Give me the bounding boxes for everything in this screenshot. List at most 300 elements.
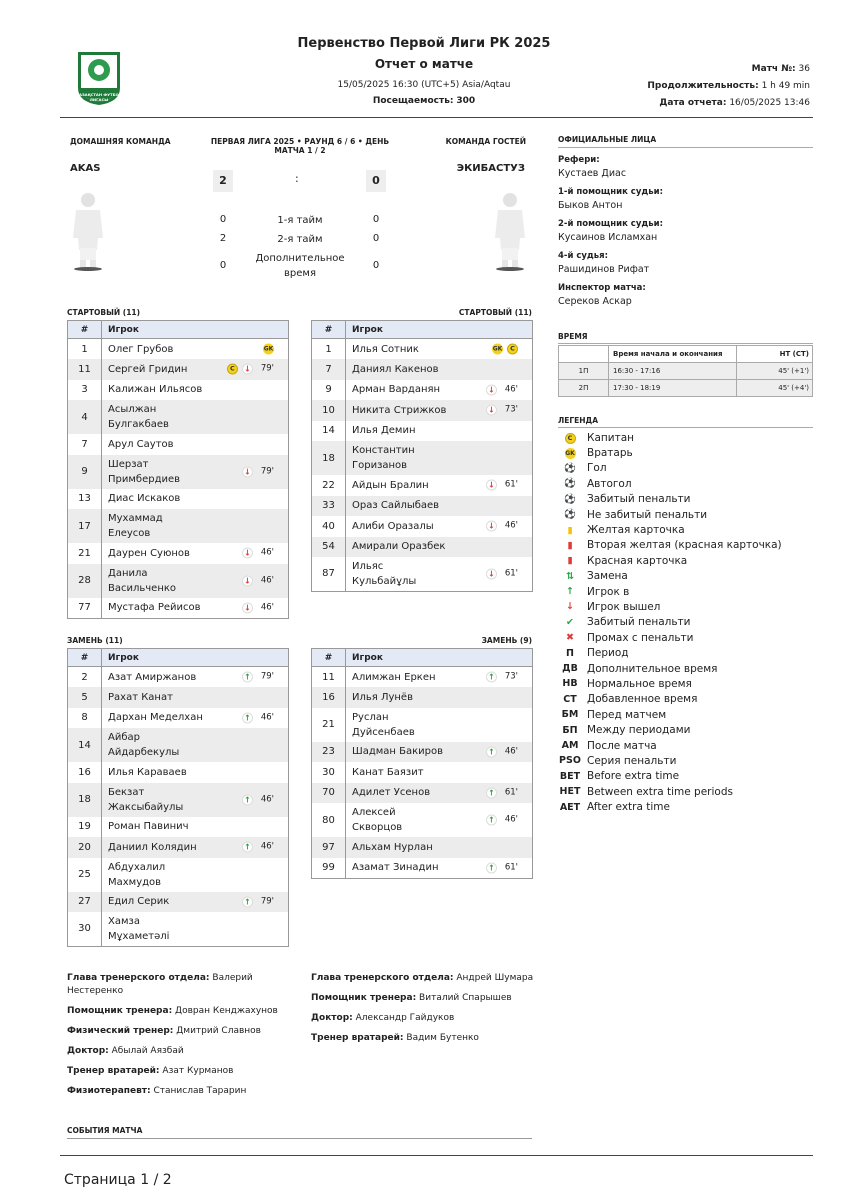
- staff-role: Тренер вратарей:: [311, 1033, 404, 1043]
- legend-item: [559, 784, 814, 799]
- legend-abbreviation: БМ: [561, 709, 579, 721]
- col-number: #: [68, 321, 102, 339]
- staff-name: Валерий Нестеренко: [67, 973, 253, 996]
- staff-role: Тренер вратарей:: [67, 1066, 160, 1076]
- period1-label: 1-я тайм: [277, 215, 323, 226]
- staff-role: Физиотерапевт:: [67, 1086, 151, 1096]
- legend-text: Игрок в: [587, 585, 630, 598]
- player-row: [68, 837, 289, 858]
- away-period1-score: 0: [372, 214, 380, 225]
- player-event-marks: [242, 894, 274, 909]
- player-row: [68, 858, 289, 892]
- home-period2-score: 2: [219, 233, 227, 244]
- player-number: 2: [68, 667, 102, 688]
- player-row: [68, 598, 289, 619]
- official-name: Рашидинов Рифат: [558, 264, 650, 275]
- legend-text: Желтая карточка: [587, 524, 685, 537]
- player-number: 11: [312, 667, 346, 688]
- player-name: Алиби Оразалы: [352, 520, 434, 532]
- player-name: Даниял Какенов: [352, 363, 439, 375]
- event-minute: 46': [260, 712, 274, 723]
- legend-abbreviation: HET: [559, 786, 581, 798]
- staff-role: Физический тренер:: [67, 1026, 174, 1036]
- player-row: [312, 421, 533, 442]
- player-event-marks: [263, 344, 274, 355]
- legend-abbreviation: СТ: [563, 693, 577, 705]
- event-minute: 46': [504, 520, 518, 531]
- player-number: 14: [312, 421, 346, 442]
- legend-text: Игрок вышел: [587, 600, 661, 613]
- player-out-icon: ↓: [486, 405, 497, 416]
- legend-text: Не забитый пенальти: [587, 508, 708, 521]
- player-event-marks: [486, 566, 518, 581]
- staff-entry: [67, 1025, 282, 1038]
- legend-item: [559, 492, 814, 507]
- legend-abbreviation: АМ: [561, 740, 579, 751]
- legend-text: After extra time: [587, 801, 670, 814]
- player-event-marks: [486, 382, 518, 397]
- player-name: Данила Васильченко: [108, 567, 177, 594]
- player-name: Адилет Усенов: [352, 787, 431, 799]
- legend-item: [559, 507, 814, 522]
- player-name: Алексей Скворцов: [352, 807, 403, 833]
- home-subs-table: [67, 648, 289, 947]
- col-player: Игрок: [102, 321, 289, 339]
- player-row: [312, 687, 533, 708]
- player-row: [68, 359, 289, 380]
- player-row: [68, 509, 289, 543]
- legend-item: [559, 722, 814, 737]
- event-minute: 46': [504, 814, 518, 825]
- home-team-name: AKAS: [70, 163, 101, 174]
- player-name: Константин Горизанов: [352, 445, 415, 471]
- player-out-icon: ↓: [242, 466, 253, 477]
- official-role: 4-й судья:: [558, 251, 609, 261]
- player-name: Азат Амиржанов: [108, 671, 197, 683]
- player-row: [68, 728, 289, 762]
- captain-icon: [559, 432, 581, 444]
- event-minute: 61': [504, 787, 518, 798]
- player-row: [68, 380, 289, 401]
- player-number: 8: [68, 708, 102, 729]
- player-row: [312, 496, 533, 517]
- player-number: 22: [312, 475, 346, 496]
- player-name: Калижан Ильясов: [108, 384, 203, 396]
- player-name: Даниил Колядин: [108, 841, 197, 853]
- player-in-icon: ↑: [486, 862, 497, 873]
- player-row: [68, 783, 289, 817]
- legend-item: [559, 799, 814, 814]
- official-name: Сереков Аскар: [558, 296, 632, 307]
- player-event-marks: [242, 710, 274, 725]
- legend-item: [559, 461, 814, 476]
- player-number: 3: [68, 380, 102, 401]
- match-datetime: 15/05/2025 16:30 (UTC+5) Asia/Aqtau: [337, 80, 511, 90]
- goalkeeper-icon: [559, 447, 581, 459]
- legend-text: Период: [587, 647, 629, 660]
- staff-name: Довран Кенджахунов: [175, 1006, 278, 1016]
- player-number: 11: [68, 359, 102, 380]
- player-number: 16: [312, 687, 346, 708]
- player-event-marks: [242, 573, 274, 588]
- player-row: [312, 557, 533, 591]
- away-starting-table: [311, 320, 533, 592]
- player-row: [312, 858, 533, 879]
- event-minute: 61': [504, 479, 518, 490]
- legend-text: Перед матчем: [587, 708, 667, 721]
- staff-entry: [67, 972, 282, 998]
- home-period1-score: 0: [219, 214, 227, 225]
- player-row: [68, 400, 289, 434]
- officials-divider: [558, 147, 813, 148]
- player-name: Ильяс Кульбайұлы: [352, 560, 417, 587]
- player-name: Хамза Мұхаметәлі: [108, 915, 170, 942]
- player-row: [68, 455, 289, 489]
- player-number: 25: [68, 858, 102, 892]
- legend-text: Вторая желтая (красная карточка): [587, 539, 782, 552]
- player-event-marks: [242, 670, 274, 685]
- player-number: 99: [312, 858, 346, 879]
- time-period: 2П: [559, 380, 609, 397]
- player-number: 18: [312, 441, 346, 475]
- player-event-marks: [486, 519, 518, 534]
- legend-abbreviation: НВ: [562, 678, 578, 690]
- time-col-ht: НТ (СТ): [737, 346, 813, 363]
- captain-icon: C: [227, 364, 238, 375]
- away-subs-table: [311, 648, 533, 879]
- extra-time-label: Дополнительное время: [255, 253, 345, 279]
- staff-entry: [311, 972, 541, 985]
- player-number: 21: [68, 543, 102, 564]
- player-out-icon: ↓: [566, 601, 574, 613]
- player-in-icon: ↑: [242, 712, 253, 723]
- legend-item: [559, 584, 814, 599]
- staff-name: Андрей Шумара: [456, 973, 534, 983]
- player-in-icon: ↑: [486, 746, 497, 757]
- player-row: [312, 742, 533, 763]
- player-row: [68, 667, 289, 688]
- match-number: Матч №: 36: [751, 64, 810, 74]
- goalkeeper-dot: GK: [565, 450, 575, 458]
- legend-item: [559, 769, 814, 784]
- player-name: Диас Искаков: [108, 493, 181, 505]
- time-col-range: Время начала и окончания: [609, 346, 737, 363]
- report-date: Дата отчета: 16/05/2025 13:46: [659, 98, 810, 108]
- player-row: [312, 803, 533, 837]
- score-separator: :: [295, 172, 299, 185]
- player-event-marks: [242, 464, 274, 479]
- player-in-icon: ↑: [486, 672, 497, 683]
- player-in-icon: ↑: [242, 672, 253, 683]
- player-number: 21: [312, 708, 346, 742]
- event-minute: 46': [504, 384, 518, 395]
- player-name: Ораз Сайлыбаев: [352, 500, 440, 512]
- home-subs-title: ЗАМЕНЬ (11): [67, 636, 123, 645]
- legend-item: [559, 615, 814, 630]
- legend-text: Серия пенальти: [587, 754, 677, 767]
- official-role: 1-й помощник судьи:: [558, 187, 663, 197]
- player-number: 30: [312, 762, 346, 783]
- player-name: Алимжан Еркен: [352, 671, 436, 683]
- legend-abbreviation: PSO: [559, 755, 581, 767]
- col-player: Игрок: [346, 649, 533, 667]
- col-player: Игрок: [346, 321, 533, 339]
- player-event-marks: [486, 478, 518, 493]
- legend-item: [559, 569, 814, 584]
- period2-label: 2-я тайм: [277, 234, 323, 245]
- player-out-icon: ↓: [486, 384, 497, 395]
- penalty-scored-icon: ⚽: [564, 493, 576, 505]
- event-minute: 46': [260, 547, 274, 558]
- attendance: Посещаемость: 300: [372, 96, 476, 106]
- event-minute: 79': [260, 466, 274, 476]
- player-name: Рахат Канат: [108, 691, 173, 703]
- home-starting-table: [67, 320, 289, 619]
- yellow-card-icon: ▮: [567, 524, 573, 536]
- player-name: Бекзат Жаксыбайулы: [108, 786, 184, 813]
- own-goal-icon: ⚽: [564, 478, 576, 490]
- col-number: #: [68, 649, 102, 667]
- legend-text: Красная карточка: [587, 554, 688, 567]
- player-number: 30: [68, 912, 102, 946]
- legend-text: Забитый пенальти: [587, 493, 691, 506]
- goalkeeper-icon: GK: [492, 345, 503, 353]
- player-row: [68, 687, 289, 708]
- player-row: [312, 475, 533, 496]
- player-out-icon: ↓: [486, 480, 497, 491]
- home-score: 2: [213, 170, 233, 192]
- officials-list: [558, 155, 813, 315]
- event-minute: 79': [260, 671, 274, 682]
- player-name: Илья Лунёв: [352, 691, 413, 703]
- player-number: 87: [312, 557, 346, 591]
- official-name: Кустаев Диас: [558, 168, 627, 179]
- time-period: 1П: [559, 363, 609, 380]
- staff-role: Помощник тренера:: [67, 1006, 173, 1016]
- event-minute: 73': [504, 671, 518, 682]
- player-table: [311, 648, 533, 879]
- player-name: Асылжан Булгакбаев: [108, 404, 169, 430]
- legend-text: После матча: [587, 739, 657, 752]
- player-row: [68, 912, 289, 946]
- player-name: Никита Стрижков: [352, 404, 447, 416]
- player-row: [312, 516, 533, 537]
- player-table: [67, 648, 289, 947]
- player-number: 4: [68, 400, 102, 434]
- legend-text: Гол: [587, 462, 607, 475]
- player-name: Шерзат Примбердиев: [108, 458, 181, 485]
- player-row: [312, 708, 533, 742]
- player-name: Дархан Меделхан: [108, 712, 203, 724]
- player-name: Шадман Бакиров: [352, 746, 444, 758]
- official-role: 2-й помощник судьи:: [558, 219, 663, 229]
- player-in-icon: ↑: [486, 815, 497, 826]
- staff-name: Александр Гайдуков: [355, 1013, 455, 1023]
- header-divider: [60, 117, 813, 118]
- player-number: 16: [68, 762, 102, 783]
- legend-item: [559, 430, 814, 445]
- event-minute: 46': [504, 746, 518, 757]
- goalkeeper-icon: GK: [263, 345, 274, 353]
- event-minute: 61': [504, 568, 518, 579]
- player-table: [67, 320, 289, 619]
- player-event-marks: [242, 792, 274, 807]
- legend-item: [559, 630, 814, 645]
- player-table: [311, 320, 533, 592]
- player-number: 5: [68, 687, 102, 708]
- player-number: 80: [312, 803, 346, 837]
- col-player: Игрок: [102, 649, 289, 667]
- legend-text: Between extra time periods: [587, 785, 733, 798]
- player-event-marks: [242, 546, 274, 561]
- player-row: [68, 543, 289, 564]
- report-title: Первенство Первой Лиги РК 2025: [297, 36, 551, 51]
- player-name: Арул Саутов: [108, 438, 174, 450]
- substitution-icon: ⇅: [566, 570, 574, 582]
- player-name: Амирали Оразбек: [352, 541, 446, 553]
- player-event-marks: [242, 840, 274, 855]
- event-minute: 46': [260, 794, 274, 804]
- staff-name: Виталий Спарышев: [419, 993, 512, 1003]
- player-in-icon: ↑: [242, 896, 253, 907]
- player-row: [68, 762, 289, 783]
- player-number: 23: [312, 742, 346, 763]
- player-in-icon: ↑: [242, 842, 253, 853]
- player-row: [312, 441, 533, 475]
- time-ht: 45' (+1'): [737, 363, 813, 380]
- player-event-marks: [486, 813, 518, 828]
- staff-entry: [311, 1032, 541, 1045]
- official-name: Быков Антон: [558, 200, 623, 211]
- player-row: [312, 783, 533, 804]
- official-name: Кусаинов Исламхан: [558, 232, 658, 243]
- player-name: Олег Грубов: [108, 343, 174, 355]
- player-event-marks: [492, 344, 518, 355]
- player-name: Илья Демин: [352, 425, 416, 437]
- player-number: 7: [312, 359, 346, 380]
- player-name: Мухаммад Елеусов: [108, 513, 163, 539]
- legend-abbreviation: AET: [559, 801, 581, 813]
- player-number: 77: [68, 598, 102, 619]
- legend-text: Промах с пенальти: [587, 631, 694, 644]
- legend-text: Добавленное время: [587, 693, 698, 706]
- goal-icon: ⚽: [564, 462, 576, 474]
- away-kit-image: [490, 190, 530, 276]
- event-minute: 46': [260, 575, 274, 585]
- player-number: 70: [312, 783, 346, 804]
- col-number: #: [312, 649, 346, 667]
- away-staff-list: [311, 972, 541, 1052]
- player-event-marks: [486, 860, 518, 875]
- time-range: 17:30 - 18:19: [609, 380, 737, 397]
- player-event-marks: [242, 600, 274, 615]
- player-name: Даурен Суюнов: [108, 547, 190, 559]
- player-row: [312, 380, 533, 401]
- staff-entry: [67, 1065, 282, 1078]
- player-name: Илья Караваев: [108, 766, 187, 778]
- player-number: 13: [68, 489, 102, 510]
- player-name: Альхам Нурлан: [352, 841, 433, 853]
- legend-item: [559, 753, 814, 768]
- player-number: 33: [312, 496, 346, 517]
- legend-item: [559, 553, 814, 568]
- home-extra-score: 0: [219, 260, 227, 271]
- event-minute: 46': [260, 602, 274, 612]
- player-number: 10: [312, 400, 346, 421]
- legend-item: [559, 738, 814, 753]
- player-out-icon: ↓: [486, 568, 497, 579]
- staff-entry: [67, 1005, 282, 1018]
- player-row: [68, 339, 289, 360]
- legend-text: Забитый пенальти: [587, 616, 691, 629]
- away-team-caption: КОМАНДА ГОСТЕЙ: [445, 137, 526, 146]
- event-minute: 79': [260, 896, 274, 907]
- player-number: 18: [68, 783, 102, 817]
- player-row: [68, 489, 289, 510]
- away-team-name: ЭКИБАСТУЗ: [456, 163, 525, 174]
- legend-item: [559, 645, 814, 660]
- event-minute: 73': [504, 404, 518, 415]
- report-subtitle: Отчет о матче: [374, 57, 474, 71]
- player-number: 20: [68, 837, 102, 858]
- legend-abbreviation: BET: [559, 770, 581, 782]
- player-out-icon: ↓: [242, 575, 253, 586]
- staff-entry: [311, 1012, 541, 1025]
- player-name: Роман Павинич: [108, 821, 189, 833]
- player-row: [312, 339, 533, 360]
- away-starting-title: СТАРТОВЫЙ (11): [458, 308, 532, 317]
- match-duration: Продолжительность: 1 h 49 min: [647, 81, 810, 91]
- legend-item: [559, 599, 814, 614]
- player-name: Мустафа Рейисов: [108, 602, 201, 613]
- home-kit-image: [68, 190, 108, 276]
- player-row: [312, 400, 533, 421]
- staff-name: Абылай Аязбай: [111, 1046, 184, 1056]
- legend-item: [559, 538, 814, 553]
- staff-role: Глава тренерского отдела:: [311, 973, 454, 983]
- player-name: Едил Серик: [108, 896, 170, 908]
- legend-text: Между периодами: [587, 724, 691, 737]
- legend-text: Дополнительное время: [587, 662, 718, 675]
- player-row: [68, 564, 289, 598]
- legend-item: [559, 445, 814, 460]
- player-name: Арман Варданян: [352, 384, 441, 396]
- staff-entry: [311, 992, 541, 1005]
- player-name: Канат Баязит: [352, 766, 424, 778]
- player-out-icon: ↓: [486, 521, 497, 532]
- player-in-icon: ↑: [566, 586, 574, 598]
- player-name: Айдын Бралин: [352, 479, 429, 491]
- staff-entry: [67, 1045, 282, 1058]
- player-number: 27: [68, 892, 102, 913]
- red-card-icon: ▮: [567, 555, 573, 567]
- legend-text: Нормальное время: [587, 677, 692, 690]
- penalty-missed-icon: ⚽: [564, 509, 576, 521]
- player-number: 54: [312, 537, 346, 558]
- player-row: [68, 434, 289, 455]
- legend-item: [559, 476, 814, 491]
- player-event-marks: [227, 362, 274, 377]
- col-number: #: [312, 321, 346, 339]
- away-subs-title: ЗАМЕНЬ (9): [481, 636, 532, 645]
- player-row: [312, 359, 533, 380]
- player-number: 9: [312, 380, 346, 401]
- player-out-icon: ↓: [242, 548, 253, 559]
- legend-text: Капитан: [587, 431, 634, 444]
- away-extra-score: 0: [372, 260, 380, 271]
- legend-abbreviation: БП: [562, 724, 578, 736]
- player-event-marks: [486, 403, 518, 418]
